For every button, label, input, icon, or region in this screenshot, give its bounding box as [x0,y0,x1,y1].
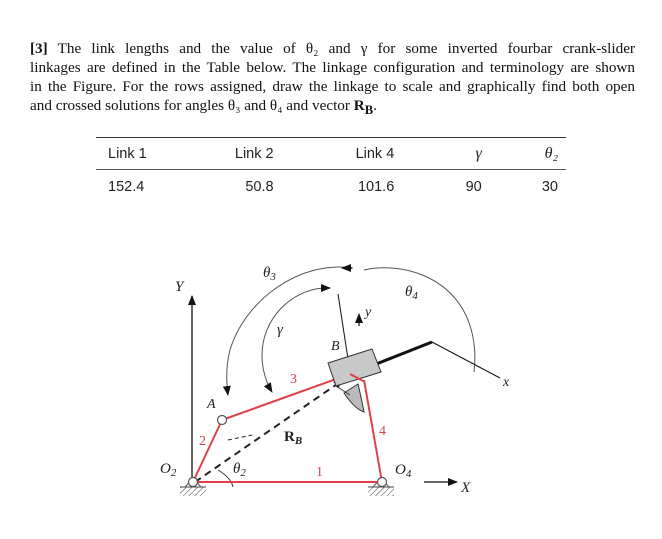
theta2-arc [218,470,233,487]
label-y-local: y [365,305,372,320]
pin-a [218,416,227,425]
label-link4: 4 [379,424,386,439]
cell-link1: 152.4 [108,179,145,195]
label-theta2: $\theta_2$ [233,461,246,479]
local-x-line [432,342,500,378]
header-link4: Link 4 [274,138,395,170]
theta2-dash [228,435,252,440]
label-o2: $O_2$ [160,461,177,479]
label-rb: $R_B$ [284,429,303,447]
label-theta4: $\theta_4$ [405,284,418,302]
link-3 [222,374,350,420]
cell-theta2: 30 [541,179,558,195]
header-gamma: γ [394,138,481,170]
label-link1: 1 [316,465,323,480]
problem-number: [3] [30,40,48,57]
problem-line-3: in the Figure. For the rows assigned, draw the linkage to scale and graphically find both open [30,78,635,95]
label-o4: $O_4$ [395,462,412,480]
header-theta2: θ₂ [482,138,566,170]
problem-line-4: and crossed solutions for angles θ₃ and θ₄ and vector $R_B$. [30,97,377,118]
cell-link4: 101.6 [357,179,395,195]
label-gamma: γ [277,322,283,338]
header-link2: Link 2 [180,138,274,170]
label-theta3: $\theta_3$ [263,265,276,283]
slider-block [328,349,381,412]
header-link1: Link 1 [96,138,180,170]
problem-line-2: linkages are defined in the Table below. The linkage configuration and terminology are shown [30,59,635,76]
label-b: B [331,339,340,354]
label-Y: Y [175,279,184,295]
cell-gamma: 90 [465,179,482,195]
label-x-local: x [503,375,510,390]
cell-link2: 50.8 [245,179,274,195]
pin-o4 [378,478,387,487]
label-link3: 3 [290,372,297,387]
label-a: A [207,397,216,412]
problem-line-1: [3] The link lengths and the value of θ₂ and γ for some inverted fourbar crank-slider [30,40,635,57]
vector-r-sub: B [364,103,374,118]
label-X: X [461,480,471,496]
vector-r: R [353,97,365,114]
pin-o2 [189,478,198,487]
label-link2: 2 [199,434,206,449]
